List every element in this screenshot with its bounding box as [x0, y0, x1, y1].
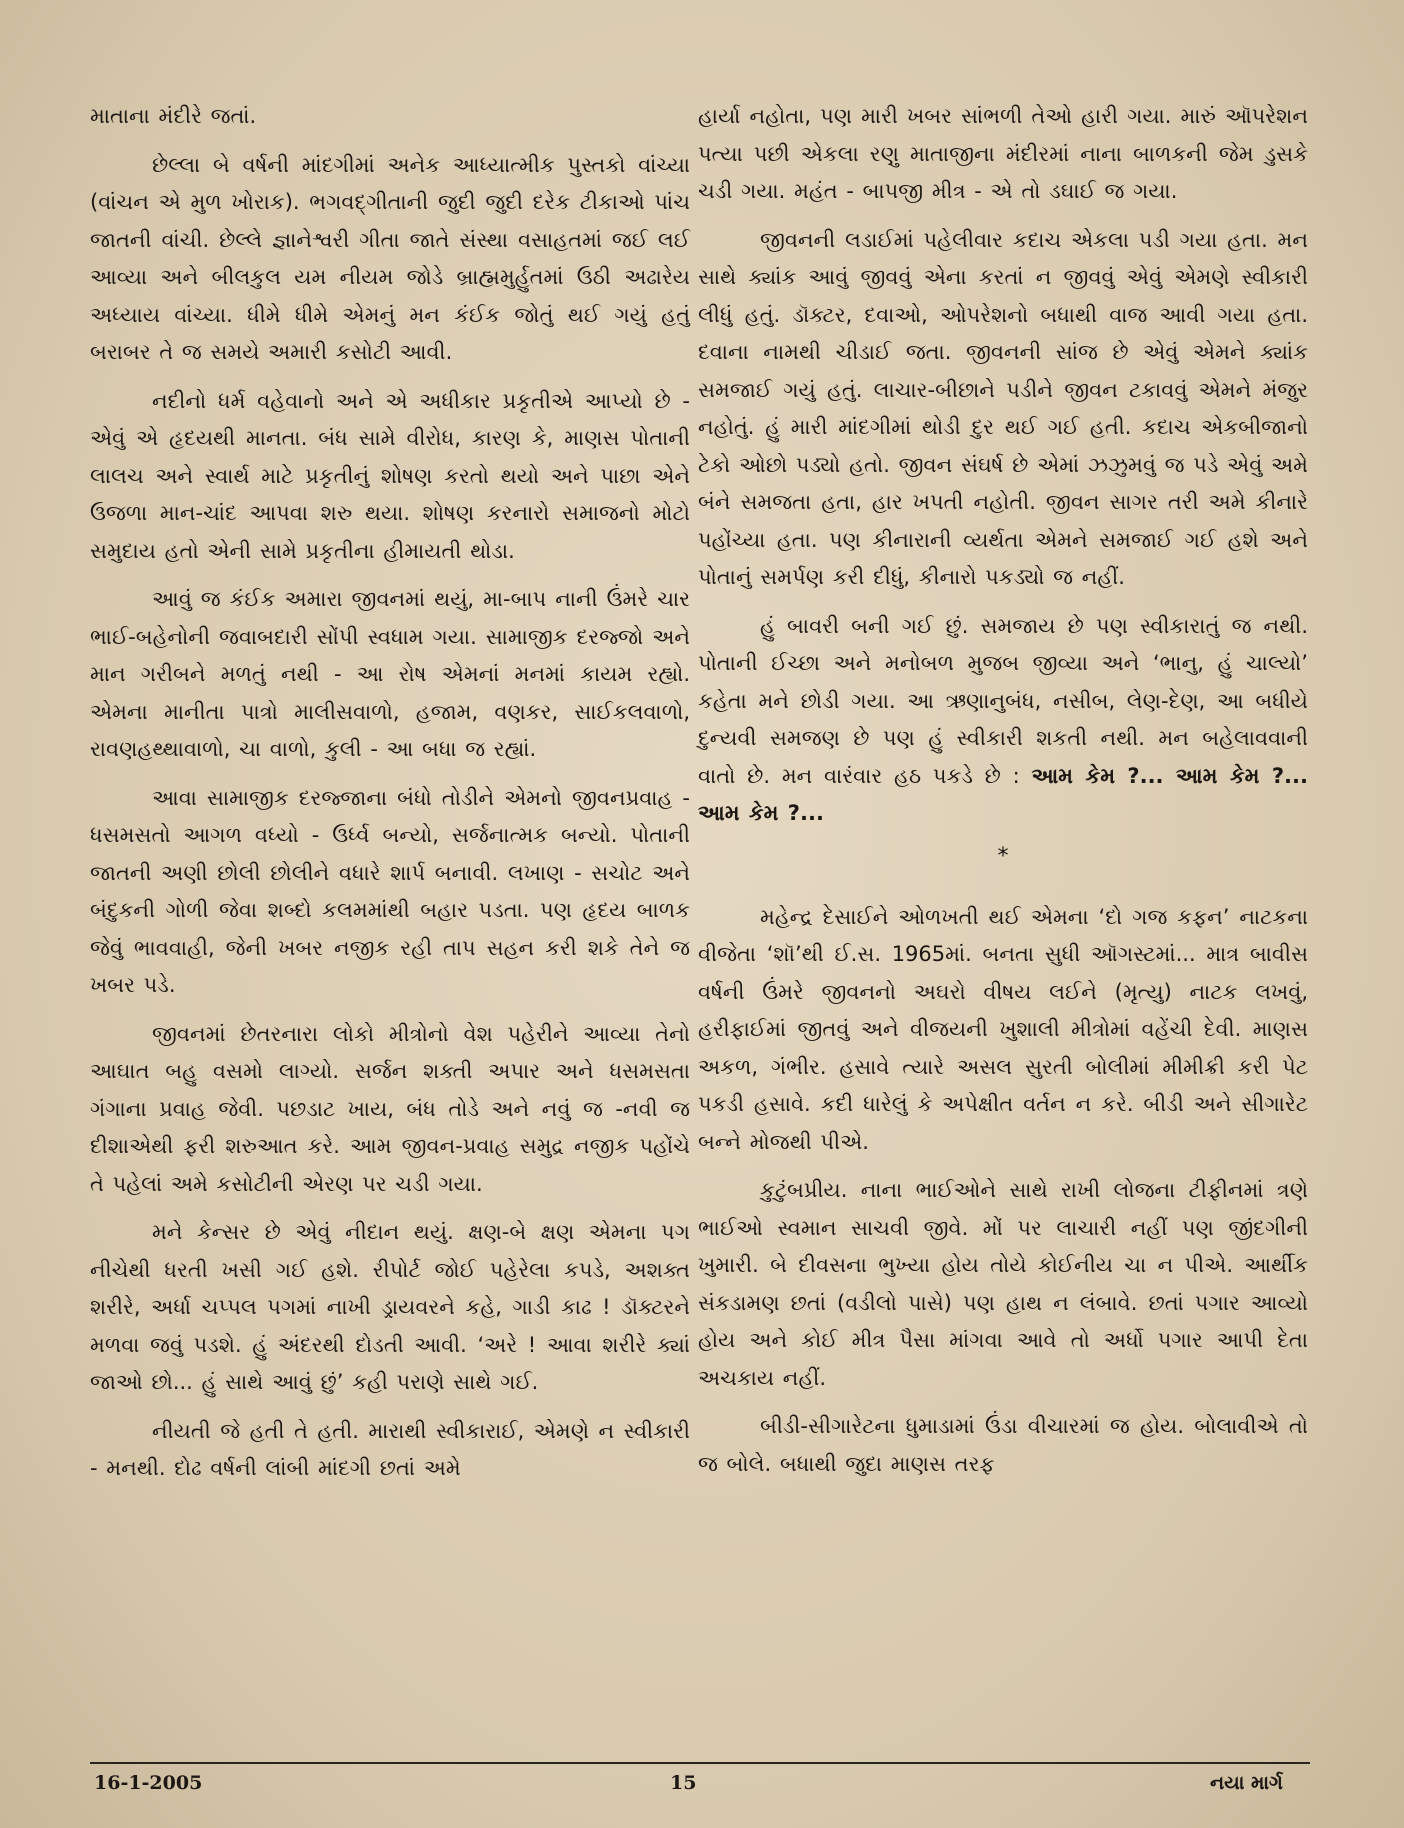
paragraph: માતાના મંદીરે જતાં. [90, 104, 257, 128]
section-separator: * [997, 843, 1009, 869]
paragraph: મહેન્દ્ર દેસાઈને ઓળખતી થઈ એમના ‘દો ગજ કફન’ નાટકના વીજેતા ‘શૉ’થી ઈ.સ. 1965માં. બનતા સુધી ઑગસ્ટમાં... માત્ર બાવીસ વર્ષની ઉંમરે જીવનનો અઘરો વીષય લઈને (મૃત્યુ) નાટક લખવું, હરીફાઈમાં જીતવું અને વીજયની ખુશાલી મીત્રોમાં વહેંચી દેવી. માણસ અકળ, ગંભીર. હસાવે ત્યારે અસલ સુરતી બોલીમાં મીમીક્રી કરી પેટ પકડી હસાવે. કદી ધારેલું કે અપેક્ષીત વર્તન ન કરે. બીડી અને સીગારેટ બન્ને મોજથી પીએ. [698, 904, 1308, 1154]
paragraph-text: હું બાવરી બની ગઈ છું. સમજાય છે પણ સ્વીકારાતું જ નથી. પોતાની ઈચ્છા અને મનોબળ મુજબ જીવ્યા અને ‘ભાનુ, હું ચાલ્યો’ કહેતા મને છોડી ગયા. આ ઋણાનુબંધ, નસીબ, લેણ-દેણ, આ બધીયે દુન્યવી સમજણ છે પણ હું સ્વીકારી શકતી નથી. મન બહેલાવવાની વાતો છે. મન વારંવાર હઠ પકડે છે : [698, 613, 1308, 788]
paragraph: છેલ્લા બે વર્ષની માંદગીમાં અનેક આધ્યાત્મીક પુસ્તકો વાંચ્યા (વાંચન એ મુળ ખોરાક). ભગવદ્ગીતાની જુદી જુદી દરેક ટીકાઓ પાંચ જાતની વાંચી. છેલ્લે જ્ઞાનેશ્વરી ગીતા જાતે સંસ્થા વસાહતમાં જઈ લઈ આવ્યા અને બીલકુલ યમ નીયમ જોડે બ્રાહ્મમુર્હુતમાં ઉઠી અઢારેય અધ્યાય વાંચ્યા. ધીમે ધીમે એમનું મન કંઈક જોતું થઈ ગયું હતું બરાબર તે જ સમયે અમારી કસોટી આવી. [90, 152, 690, 364]
paragraph: નીયતી જે હતી તે હતી. મારાથી સ્વીકારાઈ, એમણે ન સ્વીકારી - મનથી. દોઢ વર્ષની લાંબી માંદગી છતાં અમે [90, 1418, 690, 1480]
paragraph: આવા સામાજીક દરજ્જાના બંધો તોડીને એમનો જીવનપ્રવાહ - ધસમસતો આગળ વધ્યો - ઉર્ધ્વ બન્યો, સર્જનાત્મક બન્યો. પોતાની જાતની અણી છોલી છોલીને વધારે શાર્પ બનાવી. લખાણ - સચોટ અને બંદુકની ગોળી જેવા શબ્દો કલમમાંથી બહાર પડતા. પણ હૃદય બાળક જેવું ભાવવાહી, જેની ખબર નજીક રહી તાપ સહન કરી શકે તેને જ ખબર પડે. [90, 785, 690, 997]
left-column [90, 98, 690, 1499]
paragraph: બીડી-સીગારેટના ધુમાડામાં ઉંડા વીચારમાં જ હોય. બોલાવીએ તો જ બોલે. બધાથી જુદા માણસ તરફ [698, 1414, 1308, 1476]
footer-date: 16-1-2005 [94, 1772, 203, 1794]
paragraph: હાર્યા નહોતા, પણ મારી ખબર સાંભળી તેઓ હારી ગયા. મારું ઑપરેશન પત્યા પછી એકલા રણુ માતાજીના મંદીરમાં નાના બાળકની જેમ ડુસકે ચડી ગયા. મહંત - બાપજી મીત્ર - એ તો ડઘાઈ જ ગયા. [698, 104, 1308, 203]
paragraph [698, 608, 1308, 833]
footer-rule [90, 1762, 1310, 1764]
paragraph: આવું જ કંઈક અમારા જીવનમાં થયું, મા-બાપ નાની ઉંમરે ચાર ભાઈ-બહેનોની જવાબદારી સોંપી સ્વધામ ગયા. સામાજીક દરજ્જો અને માન ગરીબને મળતું નથી - આ રોષ એમનાં મનમાં કાયમ રહ્યો. એમના માનીતા પાત્રો માલીસવાળો, હજામ, વણકર, સાઈકલવાળો, રાવણહથ્થાવાળો, ચા વાળો, કુલી - આ બધા જ રહ્યાં. [90, 587, 690, 761]
journal-name: નયા માર્ગ [1210, 1772, 1283, 1794]
page-number: 15 [670, 1772, 697, 1794]
paragraph: મને કેન્સર છે એવું નીદાન થયું. ક્ષણ-બે ક્ષણ એમના પગ નીચેથી ધરતી ખસી ગઈ હશે. રીપોર્ટ જોઈ પહેરેલા કપડે, અશક્ત શરીરે, અર્ધા ચપ્પલ પગમાં નાખી ડ્રાયવરને કહે, ગાડી કાઢ ! ડૉક્ટરને મળવા જવું પડશે. હું અંદરથી દોડતી આવી. ‘અરે ! આવા શરીરે ક્યાં જાઓ છો... હું સાથે આવું છું’ કહી પરાણે સાથે ગઈ. [90, 1220, 690, 1394]
paragraph: જીવનની લડાઈમાં પહેલીવાર કદાચ એકલા પડી ગયા હતા. મન સાથે ક્યાંક આવું જીવવું એના કરતાં ન જીવવું એવું એમણે સ્વીકારી લીધું હતું. ડૉક્ટર, દવાઓ, ઓપરેશનો બધાથી વાજ આવી ગયા હતા. દવાના નામથી ચીડાઈ જતા. જીવનની સાંજ છે એવું એમને ક્યાંક સમજાઈ ગયું હતું. લાચાર-બીછાને પડીને જીવન ટકાવવું એમને મંજુર નહોતું. હું મારી માંદગીમાં થોડી દુર થઈ ગઈ હતી. કદાચ એકબીજાનો ટેકો ઓછો પડ્યો હતો. જીવન સંઘર્ષ છે એમાં ઝઝુમવું જ પડે એવું અમે બંને સમજતા હતા, હાર ખપતી નહોતી. જીવન સાગર તરી અમે કીનારે પહોંચ્યા હતા. પણ કીનારાની વ્યર્થતા એમને સમજાઈ ગઈ હશે અને પોતાનું સમર્પણ કરી દીધું, કીનારો પકડ્યો જ નહીં. [698, 227, 1308, 589]
paragraph: કુટુંબપ્રીય. નાના ભાઈઓને સાથે રાખી લોજના ટીફીનમાં ત્રણે ભાઈઓ સ્વમાન સાચવી જીવે. મોં પર લાચારી નહીં પણ જીંદગીની ખુમારી. બે દીવસના ભુખ્યા હોય તોયે કોઈનીય ચા ન પીએ. આર્થીક સંકડામણ છતાં (વડીલો પાસે) પણ હાથ ન લંબાવે. છતાં પગાર આવ્યો હોય અને કોઈ મીત્ર પૈસા માંગવા આવે તો અર્ધો પગાર આપી દેતા અચકાય નહીં. [698, 1178, 1308, 1390]
paragraph: જીવનમાં છેતરનારા લોકો મીત્રોનો વેશ પહેરીને આવ્યા તેનો આઘાત બહુ વસમો લાગ્યો. સર્જન શક્તી અપાર અને ધસમસતા ગંગાના પ્રવાહ જેવી. પછડાટ ખાય, બંધ તોડે અને નવું જ -નવી જ દીશાએથી ફરી શરુઆત કરે. આમ જીવન-પ્રવાહ સમુદ્ર નજીક પહોંચે તે પહેલાં અમે કસોટીની એરણ પર ચડી ગયા. [90, 1021, 690, 1196]
paragraph: નદીનો ધર્મ વહેવાનો અને એ અધીકાર પ્રકૃતીએ આપ્યો છે - એવું એ હૃદયથી માનતા. બંધ સામે વીરોધ, કારણ કે, માણસ પોતાની લાલચ અને સ્વાર્થ માટે પ્રકૃતીનું શોષણ કરતો થયો અને પાછા એને ઉજળા માન-ચાંદ આપવા શરુ થયા. શોષણ કરનારો સમાજનો મોટો સમુદાય હતો એની સામે પ્રકૃતીના હીમાયતી થોડા. [90, 388, 690, 563]
bold-refrain: આમ કેમ ?... આમ કેમ ?... આમ કેમ ?... [698, 763, 1308, 825]
right-column [698, 98, 1308, 1494]
